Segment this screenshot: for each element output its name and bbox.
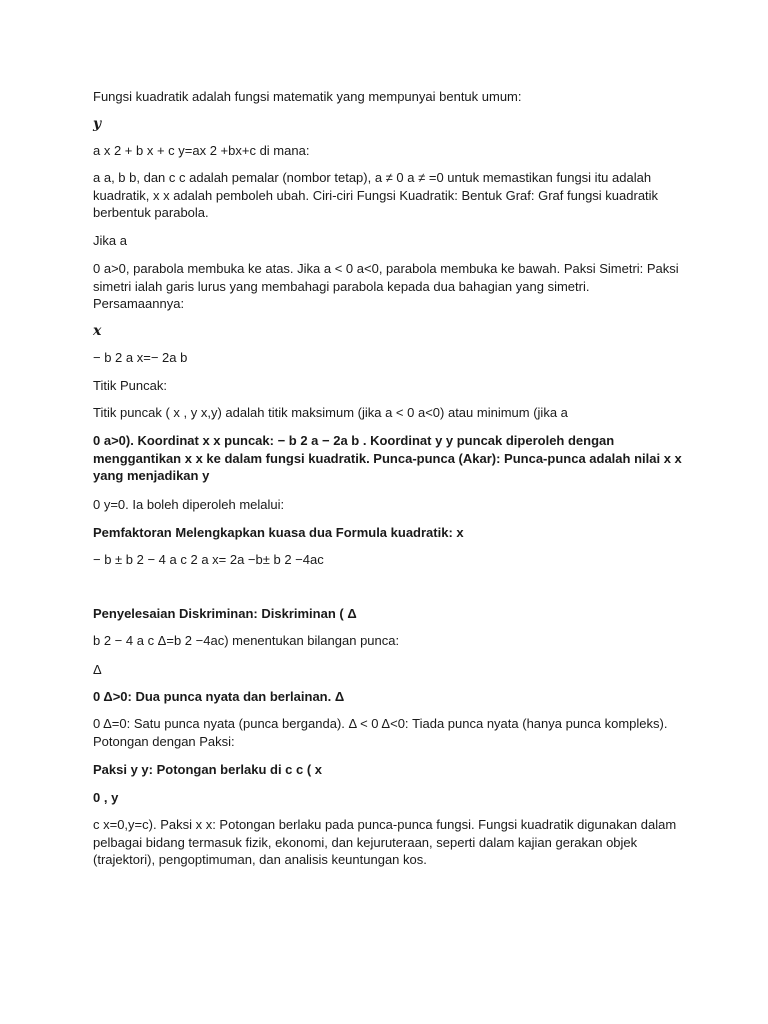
paragraph-one-no-roots: 0 Δ=0: Satu punca nyata (punca berganda). Δ < 0 Δ<0: Tiada punca nyata (hanya punca kompleks). Potongan dengan Paksi: — [93, 716, 668, 749]
paragraph-vertex-heading: Titik Puncak: — [93, 378, 167, 393]
paragraph-two-roots: 0 Δ>0: Dua punca nyata dan berlainan. Δ — [93, 689, 345, 704]
paragraph-zero-y: 0 , y — [93, 790, 119, 805]
paragraph-vertex-definition: Titik puncak ( x , y x,y) adalah titik maksimum (jika a < 0 a<0) atau minimum (jika a — [93, 405, 568, 420]
paragraph-axis-formula: − b 2 a x=− 2a b — [93, 350, 188, 365]
math-x: x — [93, 323, 102, 339]
paragraph-intro: Fungsi kuadratik adalah fungsi matematik yang mempunyai bentuk umum: — [93, 89, 522, 104]
paragraph-quadratic-formula: − b ± b 2 − 4 a c 2 a x= 2a −b± b 2 −4ac — [93, 552, 324, 567]
paragraph-y-axis-intercept: Paksi y y: Potongan berlaku di c c ( x — [93, 762, 323, 777]
paragraph-roots-methods: 0 y=0. Ia boleh diperoleh melalui: — [93, 497, 285, 512]
paragraph-methods-list: Pemfaktoran Melengkapkan kuasa dua Formula kuadratik: x — [93, 525, 464, 540]
paragraph-parabola-direction: 0 a>0, parabola membuka ke atas. Jika a < 0 a<0, parabola membuka ke bawah. Paksi Simetri: Paksi simetri ialah garis lurus yang membahagi parabola kepada dua bahagian yang simetri. Persamaannya: — [93, 261, 679, 311]
math-y: y — [93, 116, 102, 132]
paragraph-discriminant-formula: b 2 − 4 a c Δ=b 2 −4ac) menentukan bilangan punca: — [93, 633, 400, 648]
paragraph-definitions: a a, b b, dan c c adalah pemalar (nombor tetap), a ≠ 0 a ≠ =0 untuk memastikan fungsi itu adalah kuadratik, x x adalah pemboleh ubah. Ciri-ciri Fungsi Kuadratik: Bentuk Graf: Graf fungsi kuadratik berbentuk parabola. — [93, 170, 659, 220]
paragraph-delta: Δ — [93, 662, 102, 677]
paragraph-applications: c x=0,y=c). Paksi x x: Potongan berlaku pada punca-punca fungsi. Fungsi kuadratik digunakan dalam pelbagai bidang termasuk fizik, ekonomi, dan kejuruteraan, seperti dalam kajian gerakan objek (trajektori), pengoptimuman, dan analisis keuntungan kos. — [93, 817, 677, 867]
paragraph-vertex-coordinates: 0 a>0). Koordinat x x puncak: − b 2 a − 2a b . Koordinat y y puncak diperoleh dengan menggantikan x x ke dalam fungsi kuadratik. Punca-punca (Akar): Punca-punca adalah nilai x x yang menjadikan y — [93, 433, 682, 483]
paragraph-jika-a: Jika a — [93, 233, 127, 248]
paragraph-general-form: a x 2 + b x + c y=ax 2 +bx+c di mana: — [93, 143, 310, 158]
paragraph-discriminant-heading: Penyelesaian Diskriminan: Diskriminan ( Δ — [93, 606, 357, 621]
